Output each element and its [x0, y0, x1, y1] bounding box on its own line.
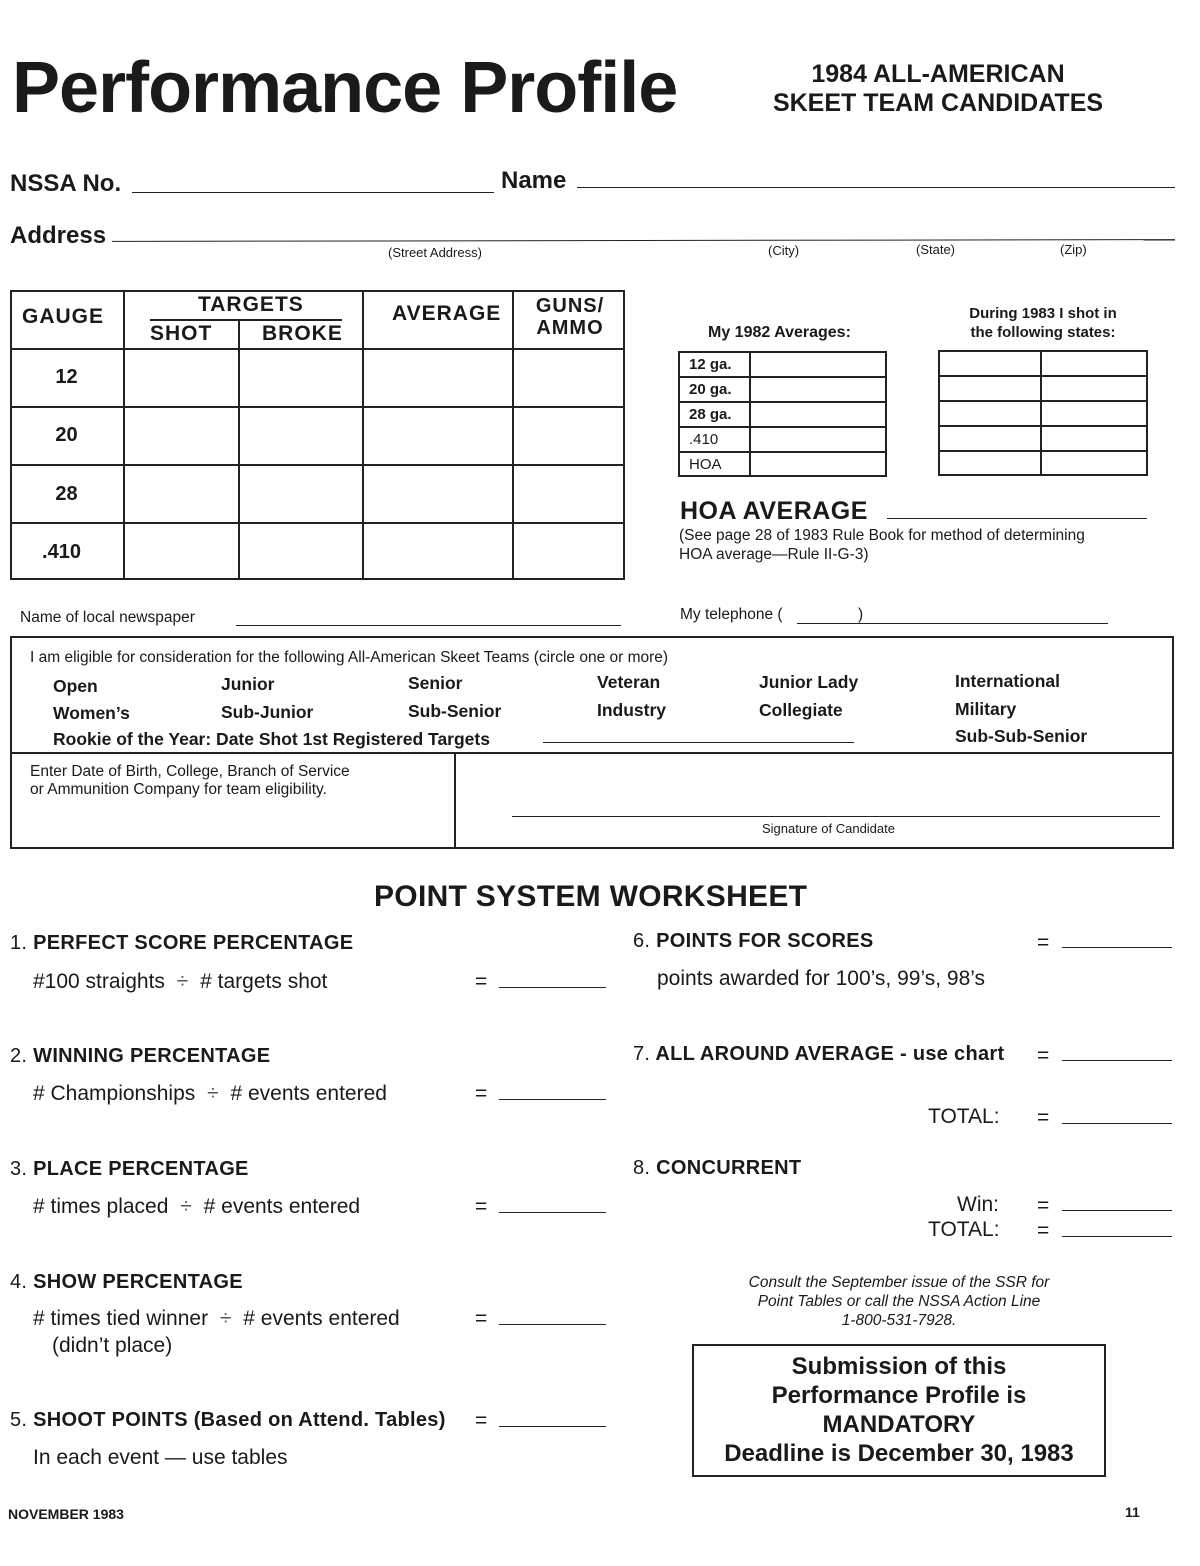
formula-denominator: # events entered [243, 1307, 400, 1330]
states-heading-line-2: the following states: [970, 324, 1116, 341]
states-table-hline [938, 450, 1148, 452]
worksheet-item-heading [10, 932, 353, 955]
item-title: SHOOT POINTS (Based on Attend. Tables) [33, 1409, 446, 1431]
rookie-date-line [543, 742, 854, 743]
name-line [577, 187, 1175, 188]
total-label: TOTAL: [928, 1218, 1000, 1241]
rookie-label: Rookie of the Year: Date Shot 1st Registered Targets [53, 729, 490, 749]
worksheet-note: points awarded for 100’s, 99’s, 98’s [657, 967, 986, 990]
answer-blank[interactable] [499, 1099, 606, 1100]
states-table-border [938, 350, 1148, 476]
hoa-note-line-2: HOA average—Rule II-G-3) [679, 546, 869, 563]
worksheet-formula [33, 1082, 387, 1106]
guns-ammo-header [514, 295, 626, 339]
hoa-average-line [887, 518, 1147, 519]
item-title: PLACE PERCENTAGE [33, 1158, 249, 1180]
states-heading-line-1: During 1983 I shot in [969, 305, 1117, 322]
consult-line-1: Consult the September issue of the SSR for [748, 1274, 1050, 1291]
states-table-hline [938, 400, 1148, 402]
nssa-number-line [132, 192, 494, 193]
eligibility-divider [10, 752, 1174, 754]
team-option[interactable]: Collegiate [759, 700, 843, 720]
team-option[interactable]: Senior [408, 673, 463, 693]
broke-header: BROKE [262, 322, 343, 345]
city-caption: (City) [768, 243, 800, 258]
team-option[interactable]: Junior [221, 674, 275, 694]
equals-sign: = [1037, 931, 1050, 954]
subtitle-line-2: SKEET TEAM CANDIDATES [772, 89, 1104, 117]
targets-underline [150, 319, 342, 321]
gauge-row-label: .410 [42, 541, 81, 563]
averages-1982-heading: My 1982 Averages: [708, 324, 851, 341]
worksheet-title: POINT SYSTEM WORKSHEET [374, 880, 808, 913]
divide-sign: ÷ [180, 1195, 192, 1218]
state-caption: (State) [916, 242, 956, 257]
equals-sign: = [475, 1082, 488, 1105]
worksheet-note: (didn’t place) [52, 1334, 173, 1357]
name-field[interactable] [580, 166, 1172, 188]
birth-note [30, 763, 350, 799]
equals-sign: = [1037, 1106, 1050, 1129]
item-number: 7. [633, 1043, 651, 1065]
equals-sign: = [1037, 1194, 1050, 1217]
team-option[interactable]: International [955, 671, 1061, 691]
averages-table-vline [749, 351, 751, 477]
worksheet-item-heading [633, 1043, 1004, 1066]
averages-table-hline [678, 451, 887, 453]
consult-note [692, 1273, 1106, 1330]
item-title: WINNING PERCENTAGE [33, 1045, 271, 1067]
answer-blank[interactable] [499, 1324, 606, 1325]
targets-header: TARGETS [198, 293, 304, 316]
hoa-average-label: HOA AVERAGE [680, 497, 868, 525]
nssa-number-field[interactable] [134, 170, 492, 192]
birth-note-line-1: Enter Date of Birth, College, Branch of Service [30, 763, 350, 780]
item-title: SHOW PERCENTAGE [33, 1271, 243, 1293]
team-option[interactable]: Sub-Senior [408, 701, 502, 721]
gauge-row-label: 28 [55, 483, 78, 505]
worksheet-item-heading [633, 1157, 801, 1180]
gauge-table-vline [238, 320, 240, 580]
equals-sign: = [475, 1409, 488, 1432]
eligibility-details-field[interactable] [14, 802, 454, 848]
gauge-header: GAUGE [22, 305, 105, 328]
formula-denominator: # events entered [230, 1082, 387, 1105]
formula-numerator: # times tied winner [33, 1307, 209, 1330]
footer-issue: NOVEMBER 1983 [8, 1506, 124, 1522]
win-blank[interactable] [1062, 1210, 1172, 1211]
team-option[interactable]: Open [53, 676, 98, 696]
gauge-table-hline [10, 406, 625, 408]
item-number: 5. [10, 1409, 28, 1431]
gauge-table-hline [10, 348, 625, 350]
shot-header: SHOT [150, 322, 213, 345]
answer-blank[interactable] [1062, 947, 1172, 948]
team-option[interactable]: Junior Lady [759, 672, 859, 692]
item-number: 6. [633, 930, 651, 952]
divide-sign: ÷ [207, 1082, 219, 1105]
total-blank[interactable] [1062, 1236, 1172, 1237]
equals-sign: = [475, 1195, 488, 1218]
states-1983-heading [940, 304, 1146, 342]
consult-line-2: Point Tables or call the NSSA Action Line [757, 1293, 1041, 1310]
total-label: TOTAL: [928, 1105, 1000, 1128]
item-number: 1. [10, 932, 28, 954]
item-number: 4. [10, 1271, 28, 1293]
equals-sign: = [1037, 1044, 1050, 1067]
item-number: 3. [10, 1158, 28, 1180]
consult-line-3: 1-800-531-7928. [841, 1312, 957, 1329]
states-table-hline [938, 375, 1148, 377]
ammo-header: AMMO [536, 317, 604, 339]
divide-sign: ÷ [176, 970, 189, 993]
worksheet-item-heading [633, 930, 874, 953]
worksheet-note: In each event — use tables [33, 1446, 288, 1469]
hoa-note [679, 526, 1085, 564]
answer-blank[interactable] [1062, 1060, 1172, 1061]
telephone-line [797, 623, 1108, 624]
mandatory-notice-box [692, 1344, 1106, 1477]
mandatory-line-3: MANDATORY [822, 1411, 976, 1438]
averages-row-label: .410 [689, 431, 719, 448]
team-option[interactable]: Sub-Sub-Senior [955, 726, 1088, 746]
gauge-table-vline [123, 290, 125, 580]
mandatory-line-1: Submission of this [791, 1353, 1007, 1380]
gauge-table-vline [362, 290, 364, 580]
gauge-table-hline [10, 464, 625, 466]
team-option[interactable]: Industry [597, 700, 667, 720]
formula-denominator: # events entered [203, 1195, 361, 1218]
average-header: AVERAGE [392, 302, 502, 325]
states-table-vline [1040, 350, 1042, 476]
worksheet-item-heading [10, 1158, 249, 1181]
subtitle-line-1: 1984 ALL-AMERICAN [811, 60, 1065, 88]
formula-numerator: # times placed [33, 1195, 169, 1218]
newspaper-line [236, 625, 621, 626]
team-option[interactable]: Women’s [53, 703, 130, 723]
nssa-number-label: NSSA No. [10, 170, 122, 197]
team-option[interactable]: Veteran [597, 672, 661, 692]
gauge-row-label: 20 [55, 424, 78, 446]
mandatory-line-4: Deadline is December 30, 1983 [724, 1440, 1074, 1467]
zip-caption: (Zip) [1060, 242, 1087, 257]
worksheet-formula [33, 1307, 400, 1331]
name-label: Name [501, 167, 567, 194]
answer-blank[interactable] [499, 1426, 606, 1427]
averages-table-hline [678, 376, 887, 378]
averages-row-label: 20 ga. [689, 381, 732, 398]
item-title: POINTS FOR SCORES [656, 930, 874, 952]
eligibility-vdivider [454, 752, 456, 849]
guns-header: GUNS/ [535, 295, 605, 317]
gauge-row-label: 12 [55, 366, 78, 388]
formula-denominator: # targets shot [200, 970, 328, 993]
states-table-hline [938, 425, 1148, 427]
signature-caption: Signature of Candidate [762, 821, 895, 836]
worksheet-formula [33, 970, 327, 994]
win-label: Win: [957, 1193, 999, 1216]
footer-page-number: 11 [1125, 1504, 1140, 1520]
birth-note-line-2: or Ammunition Company for team eligibility. [30, 781, 327, 798]
worksheet-item-heading [10, 1045, 270, 1068]
worksheet-item-heading [10, 1271, 243, 1294]
item-title: PERFECT SCORE PERCENTAGE [33, 932, 354, 954]
signature-line[interactable] [512, 816, 1160, 817]
team-option[interactable]: Military [955, 699, 1017, 719]
averages-row-label: 28 ga. [689, 406, 732, 423]
total-blank[interactable] [1062, 1123, 1172, 1124]
formula-numerator: #100 straights [33, 970, 165, 993]
team-option[interactable]: Sub-Junior [221, 702, 314, 722]
item-number: 2. [10, 1045, 28, 1067]
answer-blank[interactable] [499, 1212, 606, 1213]
item-title: ALL AROUND AVERAGE - use chart [655, 1043, 1005, 1065]
averages-table-hline [678, 426, 887, 428]
hoa-note-line-1: (See page 28 of 1983 Rule Book for method of determining [679, 527, 1085, 544]
worksheet-item-heading [10, 1409, 446, 1432]
formula-numerator: # Championships [33, 1082, 196, 1105]
gauge-table-hline [10, 522, 625, 524]
address-field[interactable] [114, 218, 1172, 240]
answer-blank[interactable] [499, 987, 606, 988]
item-number: 8. [633, 1157, 651, 1179]
street-caption: (Street Address) [388, 245, 482, 260]
averages-row-label: 12 ga. [689, 356, 732, 373]
worksheet-formula [33, 1195, 360, 1219]
address-label: Address [10, 222, 107, 249]
newspaper-label: Name of local newspaper [20, 609, 195, 626]
telephone-label: My telephone ( [680, 606, 783, 623]
averages-table-hline [678, 401, 887, 403]
divide-sign: ÷ [219, 1307, 232, 1330]
mandatory-line-2: Performance Profile is [771, 1382, 1027, 1409]
equals-sign: = [475, 1307, 488, 1330]
page-subtitle [758, 60, 1118, 118]
item-title: CONCURRENT [656, 1157, 802, 1179]
page-title: Performance Profile [12, 48, 678, 128]
equals-sign: = [475, 970, 488, 993]
telephone-close-paren: ) [858, 606, 864, 623]
eligibility-intro: I am eligible for consideration for the following All-American Skeet Teams (circle one or more) [30, 649, 669, 666]
equals-sign: = [1037, 1219, 1050, 1242]
averages-row-label: HOA [689, 456, 722, 473]
